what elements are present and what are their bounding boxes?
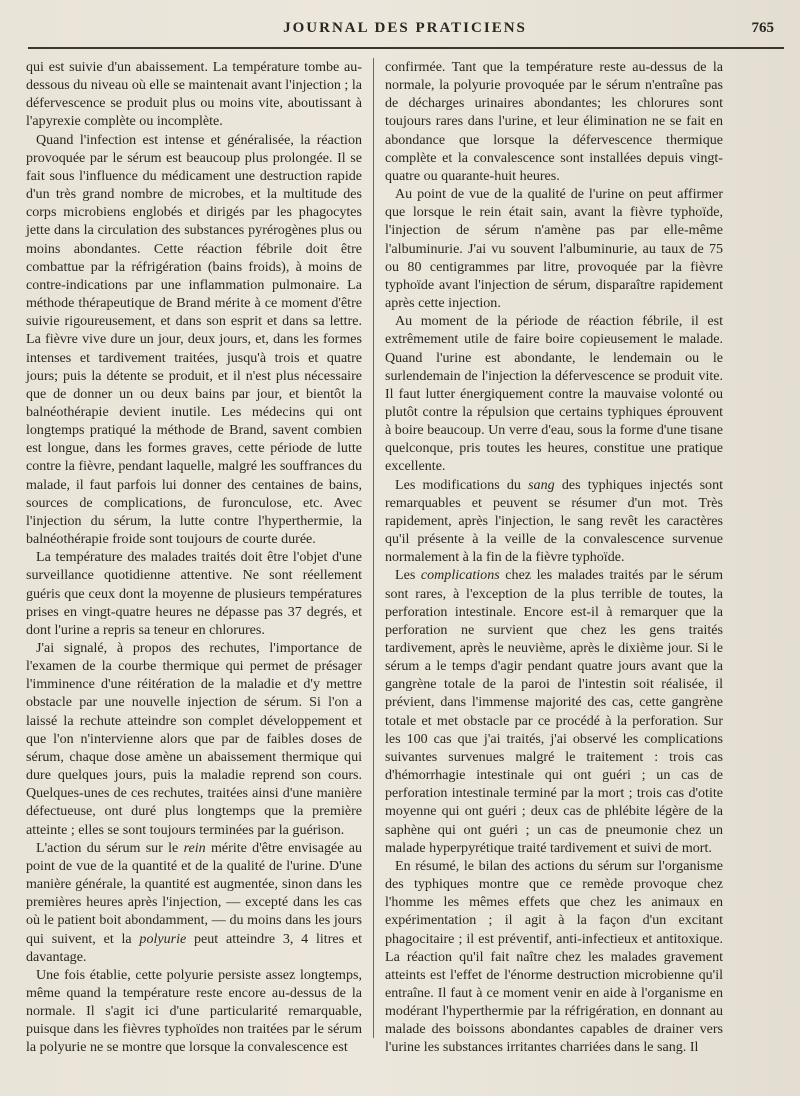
left-column — [26, 58, 362, 1057]
paragraph: Au moment de la période de réaction fébrile, il est extrêmement utile de faire boire copieusement le malade. Quand l'urine est abondante, le lendemain ou le surlendemain de l'injection la défervescence se produit vite. Il faut lutter énergiquement contre la mauvaise volonté ou plutôt contre la répulsion que certains typhiques éprouvent à boire beaucoup. Un verre d'eau, sous la forme d'une tisane quelconque, pris toutes les heures, constitue une pratique excellente. — [385, 313, 723, 475]
paragraph-text: peut atteindre 3, 4 litres et davantage. — [26, 930, 362, 965]
paragraph: confirmée. Tant que la température reste au-dessus de la normale, la polyurie provoquée par le sérum n'entraîne pas de décharges urinaires abondantes; les chlorures sont toujours rares dans l'urine, et leur élimination ne se fait en abondance que lorsque la défervescence thermique complète et la convalescence sont installées depuis vingt-quatre ou quarante-huit heures. — [385, 59, 723, 184]
running-header — [28, 18, 782, 44]
paragraph-text: des typhiques injectés sont remarquables et peuvent se résumer d'un mot. Très rapidement, après l'injection, le sang revêt les caractères qu'il présente à la veille de la convalescence survenue normalement à la fin de la fièvre typhoïde. — [385, 476, 723, 566]
paragraph: Au point de vue de la qualité de l'urine on peut affirmer que lorsque le rein était sain, avant la fièvre typhoïde, l'injection de sérum n'amène pas par elle-même l'albuminurie. J'ai vu souvent l'albuminurie, au taux de 75 ou 80 centigrammes par litre, provoquée par la fièvre typhoïde avant l'injection de sérum, disparaître rapidement après cette injection. — [385, 186, 723, 312]
paragraph-text: L'action du sérum sur le — [36, 839, 184, 856]
paragraph-text: Les — [395, 567, 421, 584]
paragraph: qui est suivie d'un abaissement. La température tombe au-dessous du niveau où elle se maintenait avant l'injection ; la défervescence se produit plus ou moins vite, aboutissant à l'apyrexie complète ou incomplète. — [26, 59, 362, 130]
paragraph-text: Les modifications du — [395, 476, 529, 493]
paragraph: La température des malades traités doit être l'objet d'une surveillance quotidienne attentive. Ne sont réellement guéris que ceux dont la moyenne de plusieurs températures prises en vingt-quatre heures ne dépasse pas 37 degrés, et dont l'urine a repris sa teneur en chlorures. — [26, 549, 362, 638]
header-rule — [28, 47, 784, 49]
italic-term: polyurie — [139, 930, 187, 947]
paragraph: J'ai signalé, à propos des rechutes, l'importance de l'examen de la courbe thermique qui permet de présager l'imminence d'une réitération de la maladie et d'y mettre obstacle par une nouvelle injection de sérum. Si l'on a laissé la rechute atteindre son complet développement et que l'on n'intervienne alors que par de faibles doses de sérum, chaque dose amène un abaissement thermique qui dure quelques jours, puis la maladie reprend son cours. Quelques-unes de ces rechutes, traitées ainsi d'une manière défectueuse, ont duré plus longtemps que la première atteinte ; elles se sont toujours terminées par la guérison. — [26, 640, 362, 838]
journal-title: JOURNAL DES PRATICIENS — [283, 20, 527, 36]
right-column — [385, 58, 723, 1057]
paragraph-text: chez les malades traités par le sérum sont rares, à l'exception de la plus terrible de toutes, la perforation intestinale. Encore est-il à remarquer que la perforation ne survient que chez les gens traités tardivement, après le neuvième, après le dixième jour. Si le sérum a le temps d'agir pendant quatre jours avant que la gangrène totale de la paroi de l'intestin soit réalisée, il prévient, dans l'immense majorité des cas, cette gangrène totale et met obstacle par ce procédé à la perforation. Sur les 100 cas que j'ai traités, j'ai observé les complications suivantes survenues malgré le traitement : trois cas d'hémorrhagie intestinale qui ont guéri ; un cas de perforation intestinale terminé par la mort ; trois cas d'otite moyenne qui ont guéri ; deux cas de phlébite légère de la saphène qui ont guéri ; un cas de pneumonie chez un malade hyperpyrétique traité tardivement et suivi de mort. — [385, 567, 723, 856]
page-number: 765 — [751, 20, 774, 36]
paragraph — [385, 566, 723, 857]
paragraph: Une fois établie, cette polyurie persiste assez longtemps, même quand la température reste encore au-dessus de la normale. Il s'agit ici d'une particularité remarquable, puisque dans les fièvres typhoïdes non traitées par le sérum la polyurie ne se montre que lorsque la convalescence est — [26, 966, 362, 1056]
paragraph — [26, 839, 362, 966]
italic-term: sang — [528, 476, 555, 493]
italic-term: complications — [420, 567, 500, 584]
paragraph-text: mérite d'être envisagée au point de vue de la quantité et de la qualité de l'urine. D'une manière générale, la quantité est augmentée, sinon dans les premières heures après l'injection, — excepté dans les cas où le patient boit abondamment, — du moins dans les jours qui suivent, et la — [26, 839, 363, 947]
italic-term: rein — [183, 839, 206, 856]
paragraph — [385, 476, 723, 567]
paragraph: Quand l'infection est intense et généralisée, la réaction provoquée par le sérum est beaucoup plus prolongée. Il se fait sous l'influence du médicament une destruction rapide d'un très grand nombre de microbes, et la multitude des corps microbiens englobés et dirigés par les phagocytes jette dans la circulation des substances pyrérogènes plus ou moins abondantes. Cette réaction fébrile doit être combattue par la réfrigération (bains froids), à moins de contre-indications par une inflammation pulmonaire. La méthode thérapeutique de Brand mérite à ce moment d'être suivie rigoureusement, et dans son esprit et dans sa lettre. La fièvre vive dure un jour, deux jours, et, dans les formes intenses et tardivement traitées, jusqu'à trois et quatre jours; puis la détente se produit, et il n'est plus nécessaire que de donner un ou deux bains par jour, et bientôt la balnéothérapie devient inutile. Les médecins qui ont longtemps pratiqué la méthode de Brand, savent combien est longue, dans les formes graves, cette période de lutte contre la fièvre, pendant laquelle, malgré les souffrances du malade, il faut parfois lui donner des centaines de bains, sources de complications, de furonculose, etc. Avec l'injection du sérum, la lutte contre l'hyperthermie, la balnéothérapie froide sont toujours de courte durée. — [26, 131, 362, 548]
paragraph: En résumé, le bilan des actions du sérum sur l'organisme des typhiques montre que ce remède provoque chez l'homme les mêmes effets que chez les animaux en expérimentation ; il agit à la façon d'un excitant phagocitaire ; il est préventif, anti-infectieux et antitoxique. La réaction qu'il fait naître chez les malades gravement atteints est l'effet de l'énorme destruction microbienne qu'il entraîne. Il faut à ce moment venir en aide à l'organisme en modérant l'hyperthermie par la réfrigération, en donnant au malade des boissons abondantes capables de drainer vers l'urine les substances irritantes charriées dans le sang. Il — [385, 857, 723, 1056]
column-separator — [373, 58, 374, 1038]
